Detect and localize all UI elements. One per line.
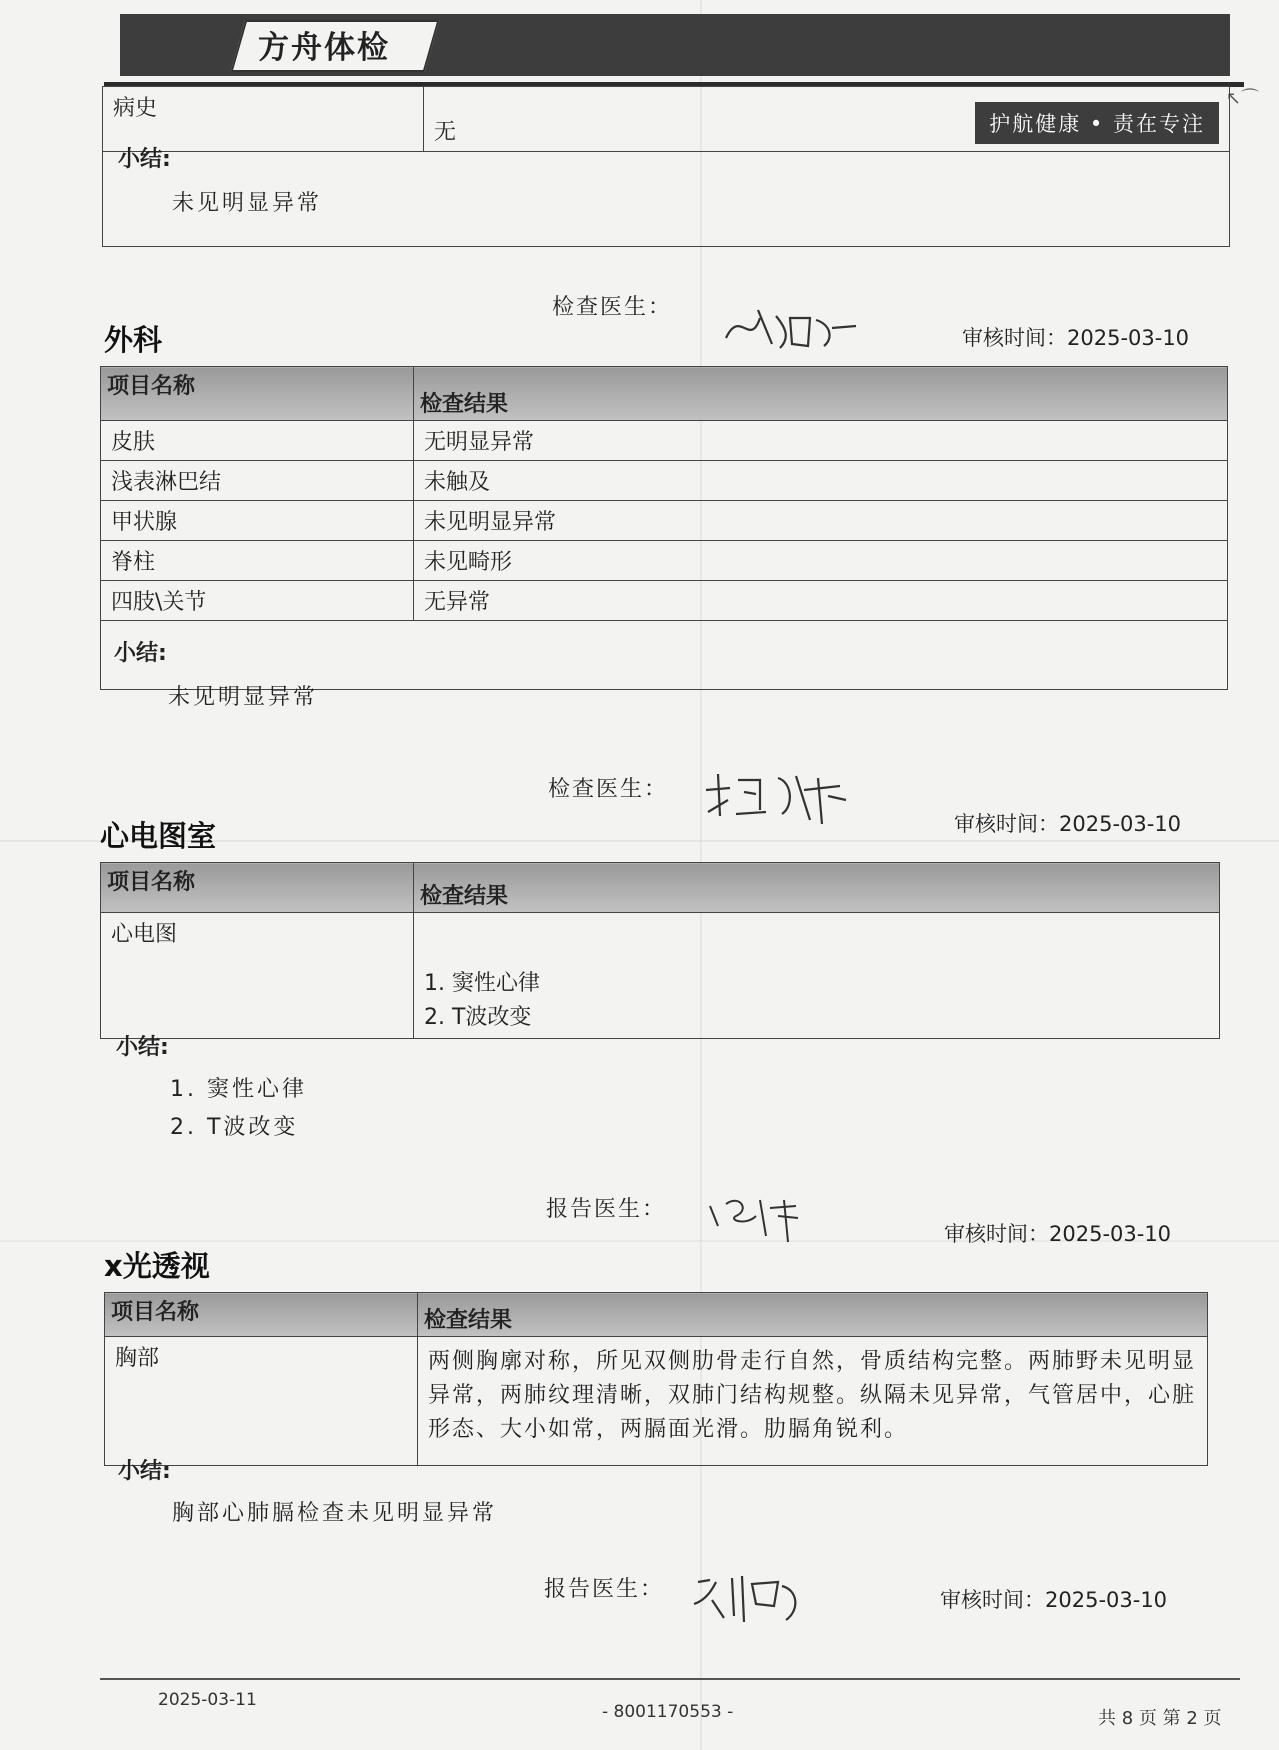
doctor-label: 报告医生： — [544, 1577, 665, 1602]
doctor-label: 检查医生： — [548, 777, 669, 802]
review-time: 审核时间：2025-03-10 — [954, 812, 1182, 836]
summary-text: 未见明显异常 — [172, 191, 323, 216]
result-list — [424, 966, 1209, 1031]
column-header-result: 检查结果 — [418, 1293, 1208, 1337]
review-time: 审核时间：2025-03-10 — [944, 1222, 1172, 1246]
slogan: 护航健康 • 责在专注 — [975, 102, 1219, 144]
item-cell: 胸部 — [105, 1337, 418, 1466]
column-header-item: 项目名称 — [105, 1293, 418, 1337]
table-row — [101, 461, 1228, 501]
result-cell: 未见畸形 — [414, 541, 1228, 581]
pen-mark: ↖⌒ — [1225, 88, 1259, 109]
section-title-xray: x光透视 — [104, 1249, 210, 1283]
ecg-table — [100, 862, 1220, 1039]
page-number: 共 8 页 第 2 页 — [1098, 1708, 1222, 1729]
doctor-signature — [700, 760, 850, 830]
column-header-result: 检查结果 — [414, 863, 1220, 913]
result-cell: 无明显异常 — [414, 421, 1228, 461]
column-header-item: 项目名称 — [101, 367, 414, 421]
history-table — [102, 86, 1230, 247]
item-cell: 皮肤 — [101, 421, 414, 461]
summary-label: 小结: — [114, 641, 167, 666]
section-title-ecg: 心电图室 — [100, 819, 217, 853]
table-row — [101, 501, 1228, 541]
column-header-item: 项目名称 — [101, 863, 414, 913]
brand-logo: 方舟体检 — [258, 30, 390, 66]
list-item: 2. T波改变 — [424, 1005, 532, 1030]
history-value: 无 — [424, 87, 1230, 152]
result-cell: 未见明显异常 — [414, 501, 1228, 541]
summary-line: 1. 窦性心律 — [170, 1077, 307, 1102]
footer-divider — [100, 1678, 1240, 1680]
table-row — [101, 913, 1220, 1039]
summary-line: 2. T波改变 — [170, 1115, 299, 1140]
surgery-table — [100, 366, 1228, 690]
section-title-surgery: 外科 — [104, 323, 163, 357]
summary-text: 胸部心肺膈检查未见明显异常 — [172, 1501, 498, 1526]
xray-table — [104, 1292, 1208, 1466]
result-cell: 无异常 — [414, 581, 1228, 621]
doctor-signature — [706, 1186, 816, 1246]
doctor-signature — [690, 1560, 810, 1630]
result-cell — [414, 913, 1220, 1039]
item-cell: 脊柱 — [101, 541, 414, 581]
report-code: - 8001170553 - — [602, 1702, 734, 1722]
table-row — [101, 581, 1228, 621]
item-cell: 四肢\关节 — [101, 581, 414, 621]
result-cell: 两侧胸廓对称，所见双侧肋骨走行自然，骨质结构完整。两肺野未见明显异常，两肺纹理清晰，双肺门结构规整。纵隔未见异常，气管居中，心脏形态、大小如常，两膈面光滑。肋膈角锐利。 — [418, 1337, 1208, 1466]
summary-label: 小结: — [116, 1035, 169, 1060]
doctor-label: 检查医生： — [552, 295, 673, 320]
column-header-result: 检查结果 — [414, 367, 1228, 421]
item-cell: 甲状腺 — [101, 501, 414, 541]
summary-label: 小结: — [118, 1459, 171, 1484]
item-cell: 心电图 — [101, 913, 414, 1039]
doctor-signature — [720, 298, 860, 358]
table-row — [101, 421, 1228, 461]
result-cell: 未触及 — [414, 461, 1228, 501]
table-row — [105, 1337, 1208, 1466]
history-label: 病史 — [103, 87, 424, 152]
list-item: 1. 窦性心律 — [424, 971, 540, 996]
review-time: 审核时间：2025-03-10 — [962, 326, 1190, 350]
table-row — [101, 541, 1228, 581]
review-time: 审核时间：2025-03-10 — [940, 1588, 1168, 1612]
print-date: 2025-03-11 — [158, 1690, 257, 1710]
summary-label: 小结: — [118, 147, 171, 172]
item-cell: 浅表淋巴结 — [101, 461, 414, 501]
doctor-label: 报告医生： — [546, 1197, 667, 1222]
summary-text: 未见明显异常 — [168, 685, 319, 710]
